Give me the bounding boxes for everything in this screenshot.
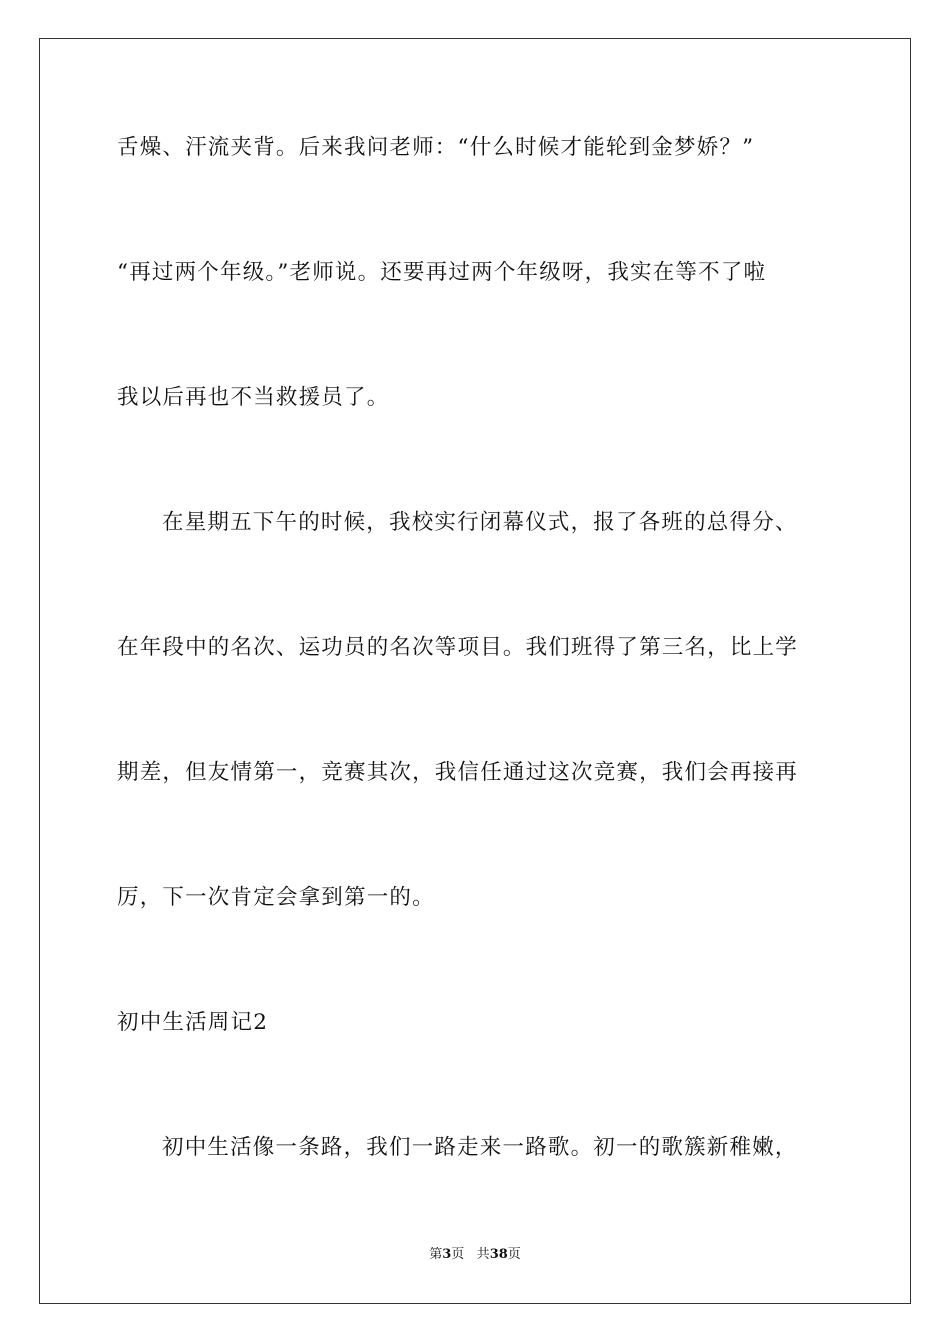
page-number: 3 <box>442 1247 452 1262</box>
page-footer <box>0 1246 950 1264</box>
page-border <box>39 38 911 1304</box>
text-line-5: 在年段中的名次、运功员的名次等项目。我们班得了第三名，比上学 <box>117 635 799 660</box>
total-prefix: 共 <box>476 1247 490 1262</box>
paragraph-start-line: 在星期五下午的时候，我校实行闭幕仪式，报了各班的总得分、 <box>162 510 798 535</box>
text-line-7: 厉，下一次肯定会拿到第一的。 <box>117 885 435 910</box>
section-heading: 初中生活周记2 <box>117 1010 269 1035</box>
text-line-1: 舌燥、汗流夹背。后来我问老师：“什么时候才能轮到金梦娇？” <box>117 135 755 160</box>
page-suffix: 页 <box>451 1247 465 1262</box>
total-pages: 38 <box>489 1247 508 1262</box>
total-suffix: 页 <box>507 1247 521 1262</box>
text-line-3: 我以后再也不当救援员了。 <box>117 385 390 410</box>
text-line-6: 期差，但友情第一，竞赛其次，我信任通过这次竞赛，我们会再接再 <box>117 760 799 785</box>
page-prefix: 第 <box>429 1247 443 1262</box>
text-line-2: “再过两个年级。”老师说。还要再过两个年级呀，我实在等不了啦 <box>117 260 767 285</box>
paragraph-start-line-2: 初中生活像一条路，我们一路走来一路歌。初一的歌簇新稚嫩， <box>162 1135 798 1160</box>
